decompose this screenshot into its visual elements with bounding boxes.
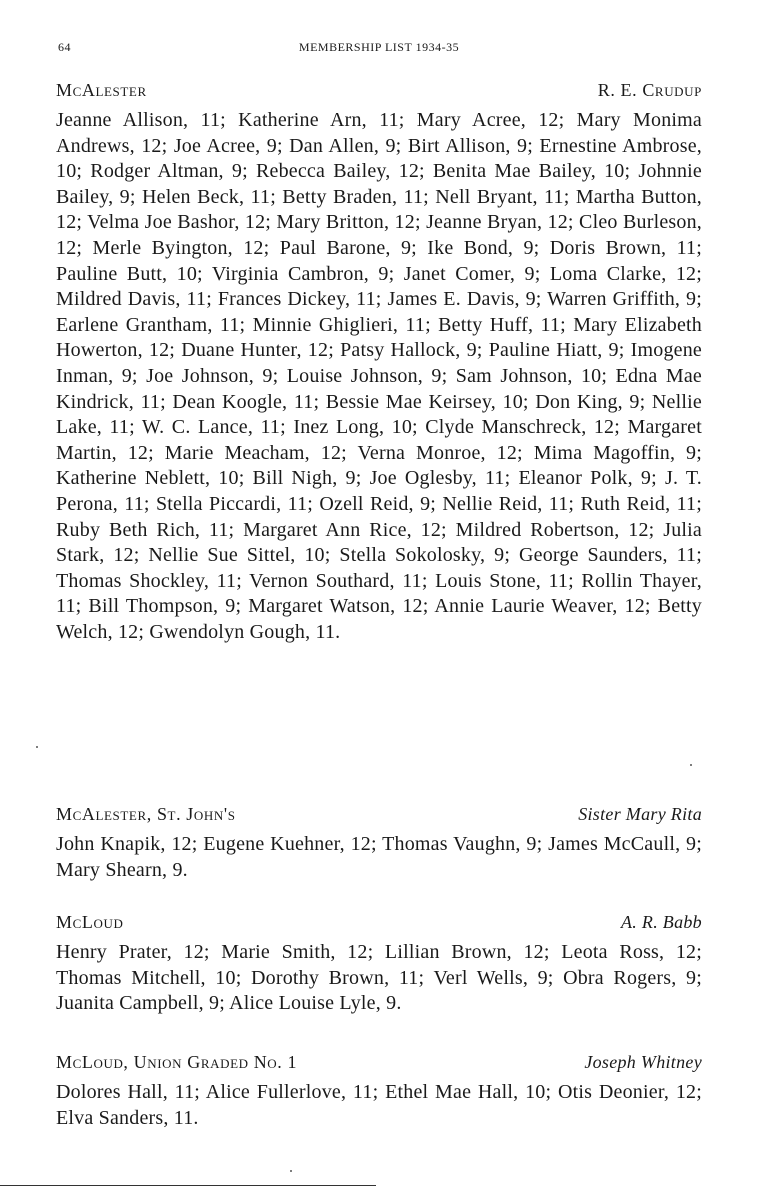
school-name: McLoud xyxy=(56,912,124,932)
sponsor-name: Joseph Whitney xyxy=(584,1052,702,1072)
scan-speck xyxy=(290,1170,292,1172)
section-heading xyxy=(56,1052,702,1080)
member-roster: Dolores Hall, 11; Alice Fullerlove, 11; Ethel Mae Hall, 10; Otis Deonier, 12; Elva Sanders, 11. xyxy=(56,1081,702,1129)
footer-rule xyxy=(0,1185,376,1186)
page-header xyxy=(58,40,700,60)
member-roster: Henry Prater, 12; Marie Smith, 12; Lillian Brown, 12; Leota Ross, 12; Thomas Mitchell, 10; Dorothy Brown, 11; Verl Wells, 9; Obra Rogers, 9; Juanita Campbell, 9; Alice Louise Lyle, 9. xyxy=(56,941,702,1015)
section-mcloud xyxy=(56,912,702,1017)
page-number: 64 xyxy=(58,40,71,54)
sponsor-name: A. R. Babb xyxy=(621,912,702,932)
school-name: McLoud, Union Graded No. 1 xyxy=(56,1052,298,1072)
section-heading xyxy=(56,912,702,940)
school-name: McAlester xyxy=(56,80,147,100)
sponsor-name: R. E. Crudup xyxy=(597,80,702,100)
member-roster: John Knapik, 12; Eugene Kuehner, 12; Thomas Vaughn, 9; James McCaull, 9; Mary Shearn, 9. xyxy=(56,833,702,881)
section-mcloud-union-graded xyxy=(56,1052,702,1131)
section-mcalester xyxy=(56,80,702,645)
scan-speck xyxy=(36,746,38,748)
section-heading xyxy=(56,80,702,108)
school-name: McAlester, St. John's xyxy=(56,804,236,824)
member-roster: Jeanne Allison, 11; Katherine Arn, 11; Mary Acree, 12; Mary Monima Andrews, 12; Joe Acree, 9; Dan Allen, 9; Birt Allison, 9; Ernestine Ambrose, 10; Rodger Altman, 9; Rebecca Bailey, 12; Benita Mae Bailey, 10; Johnnie Bailey, 9; Helen Beck, 11; Betty Braden, 11; Nell Bryant, 11; Martha Button, 12; Velma Joe Bashor, 12; Mary Britton, 12; Jeanne Bryan, 12; Cleo Burleson, 12; Merle Byington, 12; Paul Barone, 9; Ike Bond, 9; Doris Brown, 11; Pauline Butt, 10; Virginia Cambron, 9; Janet Comer, 9; Loma Clarke, 12; Mildred Davis, 11; Frances Dickey, 11; James E. Davis, 9; Warren Griffith, 9; Earlene Grantham, 11; Minnie Ghiglieri, 11; Betty Huff, 11; Mary Elizabeth Howerton, 12; Duane Hunter, 12; Patsy Hallock, 9; Pauline Hiatt, 9; Imogene Inman, 9; Joe Johnson, 9; Louise Johnson, 9; Sam Johnson, 10; Edna Mae Kindrick, 11; Dean Koogle, 11; Bessie Mae Keirsey, 10; Don King, 9; Nellie Lake, 11; W. C. Lance, 11; Inez Long, 10; Clyde Manschreck, 12; Margaret Martin, 12; Marie Meacham, 12; Verna Monroe, 12; Mima Magoffin, 9; Katherine Neblett, 10; Bill Nigh, 9; Joe Oglesby, 11; Eleanor Polk, 9; J. T. Perona, 11; Stella Piccardi, 11; Ozell Reid, 9; Nellie Reid, 11; Ruth Reid, 11; Ruby Beth Rich, 11; Margaret Ann Rice, 12; Mildred Robertson, 12; Julia Stark, 12; Nellie Sue Sittel, 10; Stella Sokolosky, 9; George Saunders, 11; Thomas Shockley, 11; Vernon Southard, 11; Louis Stone, 11; Rollin Thayer, 11; Bill Thompson, 9; Margaret Watson, 12; Annie Laurie Weaver, 12; Betty Welch, 12; Gwendolyn Gough, 11. xyxy=(56,109,702,643)
running-title: MEMBERSHIP LIST 1934-35 xyxy=(298,40,460,54)
scan-speck xyxy=(690,764,692,766)
section-heading xyxy=(56,804,702,832)
sponsor-name: Sister Mary Rita xyxy=(578,804,702,824)
section-mcalester-st-johns xyxy=(56,804,702,883)
